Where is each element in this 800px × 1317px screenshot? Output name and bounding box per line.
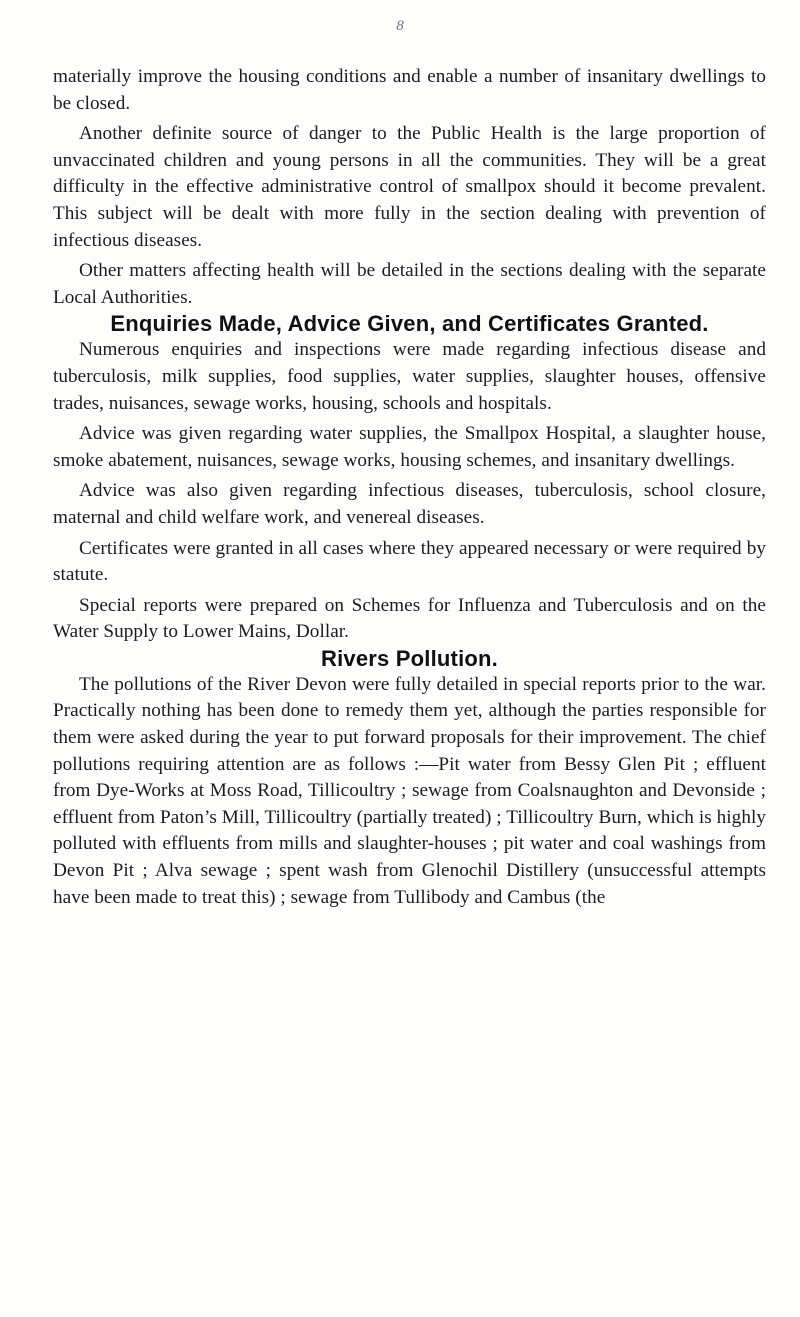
page-body — [53, 64, 766, 911]
intro-paragraph-1: materially improve the housing conditions and enable a number of insanitary dwellings to be closed. — [53, 66, 766, 114]
intro-paragraph-2: Another definite source of danger to the Public Health is the large proportion of unvaccinated children and young persons in all the communities. They will be a great difficulty in the effective administrative control of smallpox should it become prevalent. This subject will be dealt with more fully in the section dealing with prevention of infectious diseases. — [53, 123, 766, 251]
page-number: 8 — [396, 18, 404, 34]
enquiries-paragraph-3: Advice was also given regarding infectious diseases, tuberculosis, school closure, maternal and child welfare work, and venereal diseases. — [53, 480, 766, 528]
enquiries-paragraph-4: Certificates were granted in all cases where they appeared necessary or were required by statute. — [53, 537, 766, 586]
enquiries-paragraph-1: Numerous enquiries and inspections were made regarding infectious disease and tuberculosis, milk supplies, food supplies, water supplies, slaughter houses, offensive trades, nuisances, sewage works, housing, schools and hospitals. — [53, 339, 766, 414]
intro-paragraph-3: Other matters affecting health will be detailed in the sections dealing with the separate Local Authorities. — [53, 260, 766, 308]
section-heading-enquiries: Enquiries Made, Advice Given, and Certificates Granted. — [110, 311, 709, 337]
rivers-paragraph-1: The pollutions of the River Devon were fully detailed in special reports prior to the war. Practically nothing has been done to remedy them yet, although the parties responsible for them were asked during the year to put forward proposals for their improvement. The chief pollutions requiring attention are as follows :—Pit water from Bessy Glen Pit ; effluent from Dye-Works at Moss Road, Tillicoultry ; sewage from Coalsnaughton and Devonside ; effluent from Paton’s Mill, Tillicoultry (partially treated) ; Tillicoultry Burn, which is highly polluted with effluents from mills and slaughter-houses ; pit water and coal washings from Devon Pit ; Alva sewage ; spent wash from Glenochil Distillery (unsuccessful attempts have been made to treat this) ; sewage from Tullibody and Cambus (the — [53, 673, 766, 908]
enquiries-paragraph-2: Advice was given regarding water supplies, the Smallpox Hospital, a slaughter house, smoke abatement, nuisances, sewage works, housing schemes, and insanitary dwellings. — [53, 423, 766, 471]
section-heading-rivers: Rivers Pollution. — [321, 645, 498, 671]
enquiries-paragraph-5: Special reports were prepared on Schemes for Influenza and Tuberculosis and on the Water Supply to Lower Mains, Dollar. — [53, 594, 766, 643]
